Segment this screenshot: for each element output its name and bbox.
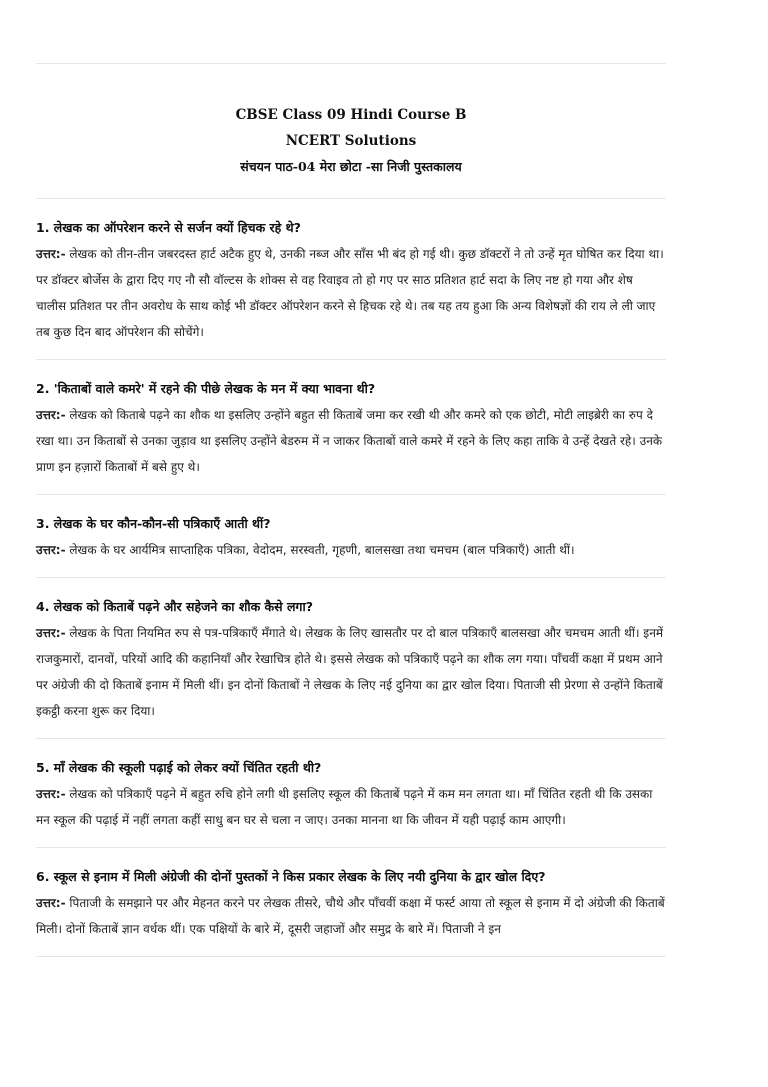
question-4: 4. लेखक को किताबें पढ़ने और सहेजने का शौक कैसे लगा?: [36, 599, 313, 614]
answer-label: उत्तर:-: [36, 896, 66, 910]
answer-label: उत्तर:-: [36, 626, 66, 640]
question-3: 3. लेखक के घर कौन-कौन-सी पत्रिकाएँ आती थीं?: [36, 516, 271, 531]
question-5: 5. माँ लेखक की स्कूली पढ़ाई को लेकर क्यों चिंतित रहती थी?: [36, 760, 322, 775]
answer-text: लेखक को किताबे पढ़ने का शौक था इसलिए उन्होंने बहुत सी किताबें जमा कर रखी थी और कमरे को एक छोटी, मोटी लाइब्रेरी का रुप दे रखा था। उन किताबों से उनका जुड़ाव था इसलिए उन्होंने बेडरुम में न जाकर किताबों वाले कमरे में रहने के लिए कहा ताकि वे उन्हें देखते रहे। उनके प्राण इन हज़ारों किताबों में बसे हुए थे।: [36, 408, 663, 474]
answer-label: उत्तर:-: [36, 543, 66, 557]
answer-text: लेखक के पिता नियमित रुप से पत्र-पत्रिकाएँ मँगाते थे। लेखक के लिए खासतौर पर दो बाल पत्रिकाएँ बालसखा और चमचम आती थीं। इनमें राजकुमारों, दानवों, परियों आदि की कहानियाँ और रेखाचित्र होते थे। इससे लेखक को पत्रिकाएँ पढ़ने का शौक लग गया। पाँचवीं कक्षा में प्रथम आने पर अंग्रेजी की दो किताबें इनाम में मिली थीं। इन दोनों किताबों ने लेखक के लिए नई दुनिया का द्वार खोल दिया। पिताजी सी प्रेरणा से उन्होंने किताबें इकट्ठी करना शुरू कर दिया।: [36, 626, 664, 718]
answer-text: लेखक को पत्रिकाएँ पढ़ने में बहुत रुचि होने लगी थी इसलिए स्कूल की किताबें पढ़ने में कम मन लगता था। माँ चिंतित रहती थी कि उसका मन स्कूल की पढ़ाई में नहीं लगता कहीं साधु बन घर से चला न जाए। उनका मानना था कि जीवन में यही पढ़ाई काम आएगी।: [36, 787, 653, 827]
answer-label: उत्तर:-: [36, 408, 66, 422]
qa-item-3: [36, 495, 666, 577]
bottom-divider: [36, 956, 666, 957]
answer-3: [36, 537, 666, 563]
answer-6: [36, 890, 666, 942]
qa-item-6: [36, 848, 666, 956]
answer-text: लेखक के घर आर्यमित्र साप्ताहिक पत्रिका, वेदोदम, सरस्वती, गृहणी, बालसखा तथा चमचम (बाल पत्रिकाएँ) आती थीं।: [69, 543, 575, 557]
answer-text: पिताजी के समझाने पर और मेहनत करने पर लेखक तीसरे, चौथे और पाँचवीं कक्षा में फर्स्ट आया तो स्कूल से इनाम में दो अंग्रेजी की किताबें मिली। दोनों किताबें ज्ञान वर्धक थीं। एक पक्षियों के बारे में, दूसरी जहाजों और समुद्र के बारे में। पिताजी ने इन: [36, 896, 665, 936]
document-header: [36, 64, 666, 198]
header-chapter: संचयन पाठ-04 मेरा छोटा -सा निजी पुस्तकालय: [240, 159, 462, 174]
answer-label: उत्तर:-: [36, 247, 66, 261]
answer-text: लेखक को तीन-तीन जबरदस्त हार्ट अटैक हुए थे, उनकी नब्ज और साँस भी बंद हो गई थी। कुछ डॉक्टरों ने तो उन्हें मृत घोषित कर दिया था। पर डॉक्टर बोर्जेस के द्वारा दिए गए नौ सौ वॉल्टस के शोक्स से वह रिवाइव तो हो गए पर साठ प्रतिशत हार्ट सदा के लिए नष्ट हो गया और शेष चालीस प्रतिशत पर तीन अवरोध के साथ कोई भी डॉक्टर ऑपरेशन करने से हिचक रहे थे। तब यह तय हुआ कि अन्य विशेषज्ञों की राय ले ली जाए तब कुछ दिन बाद ऑपरेशन की सोचेंगे।: [36, 247, 664, 339]
header-subtitle: NCERT Solutions: [285, 133, 417, 149]
question-2: 2. 'किताबों वाले कमरे' में रहने की पीछे लेखक के मन में क्या भावना थी?: [36, 381, 376, 396]
qa-item-2: [36, 360, 666, 494]
answer-4: [36, 620, 666, 724]
answer-1: [36, 241, 666, 345]
answer-label: उत्तर:-: [36, 787, 66, 801]
answer-5: [36, 781, 666, 833]
answer-2: [36, 402, 666, 480]
qa-item-1: [36, 199, 666, 359]
question-6: 6. स्कूल से इनाम में मिली अंग्रेजी की दोनों पुस्तकों ने किस प्रकार लेखक के लिए नयी दुनिया के द्वार खोल दिए?: [36, 869, 546, 884]
qa-item-5: [36, 739, 666, 847]
header-title: CBSE Class 09 Hindi Course B: [235, 107, 467, 123]
qa-item-4: [36, 578, 666, 738]
question-1: 1. लेखक का ऑपरेशन करने से सर्जन क्यों हिचक रहे थे?: [36, 220, 301, 235]
document-page: [0, 63, 768, 1087]
